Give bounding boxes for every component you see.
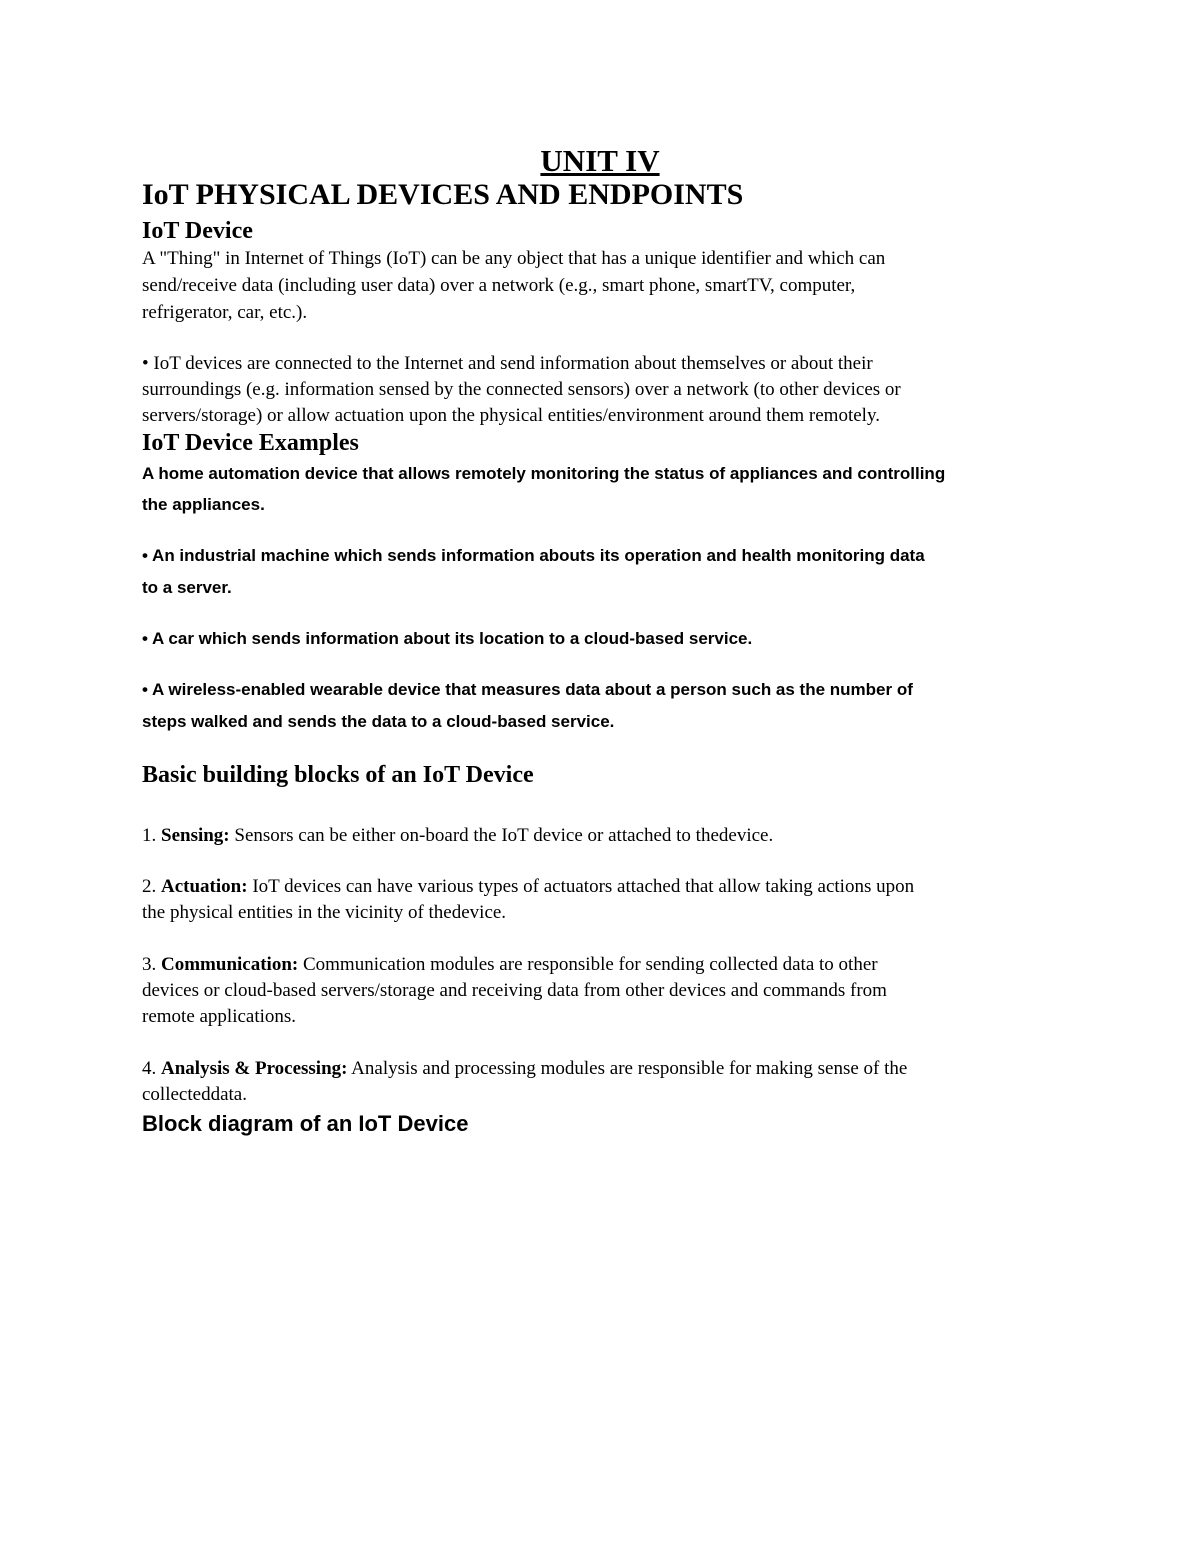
item-label: Communication: xyxy=(161,954,299,975)
main-title: IoT PHYSICAL DEVICES AND ENDPOINTS xyxy=(142,178,744,211)
example-line: A home automation device that allows remotely monitoring the status of appliances and controlling xyxy=(142,464,946,483)
example-line: to a server. xyxy=(142,578,232,597)
paragraph-line: servers/storage) or allow actuation upon the physical entities/environment around them remotely. xyxy=(142,405,880,426)
item-label: Actuation: xyxy=(161,876,248,897)
example-line: • A car which sends information about its location to a cloud-based service. xyxy=(142,629,753,648)
example-line: • A wireless-enabled wearable device that measures data about a person such as the number of xyxy=(142,680,913,699)
item-text: Communication modules are responsible for sending collected data to other xyxy=(298,954,878,975)
paragraph-line: surroundings (e.g. information sensed by the connected sensors) over a network (to other devices or xyxy=(142,379,901,400)
example-line: the appliances. xyxy=(142,495,265,514)
unit-title: UNIT IV xyxy=(540,143,660,178)
example-line: • An industrial machine which sends information abouts its operation and health monitoring data xyxy=(142,546,925,565)
building-block-item-3 xyxy=(142,952,878,978)
paragraph-line: A "Thing" in Internet of Things (IoT) can be any object that has a unique identifier and which can xyxy=(142,248,886,269)
building-block-item-4 xyxy=(142,1056,907,1082)
paragraph-line: remote applications. xyxy=(142,1006,297,1027)
section-heading-building-blocks: Basic building blocks of an IoT Device xyxy=(142,762,534,788)
building-block-item-2 xyxy=(142,874,914,900)
section-heading-examples: IoT Device Examples xyxy=(142,430,359,456)
paragraph-line: the physical entities in the vicinity of thedevice. xyxy=(142,902,507,923)
paragraph-line: collecteddata. xyxy=(142,1084,247,1105)
section-heading-iot-device: IoT Device xyxy=(142,218,253,244)
item-number: 4. xyxy=(142,1058,161,1079)
item-number: 3. xyxy=(142,954,161,975)
item-label: Analysis & Processing: xyxy=(161,1058,348,1079)
building-block-item-1 xyxy=(142,823,773,849)
item-text: Sensors can be either on-board the IoT device or attached to thedevice. xyxy=(229,825,774,846)
item-number: 1. xyxy=(142,825,161,846)
item-label: Sensing: xyxy=(161,825,230,846)
item-number: 2. xyxy=(142,876,161,897)
item-text: IoT devices can have various types of actuators attached that allow taking actions upon xyxy=(247,876,915,897)
paragraph-line: send/receive data (including user data) over a network (e.g., smart phone, smartTV, computer, xyxy=(142,275,856,296)
item-text: Analysis and processing modules are responsible for making sense of the xyxy=(347,1058,908,1079)
section-heading-block-diagram: Block diagram of an IoT Device xyxy=(142,1111,469,1136)
paragraph-line: refrigerator, car, etc.). xyxy=(142,302,308,323)
paragraph-line: • IoT devices are connected to the Internet and send information about themselves or about their xyxy=(142,353,873,374)
example-line: steps walked and sends the data to a cloud-based service. xyxy=(142,712,615,731)
paragraph-line: devices or cloud-based servers/storage and receiving data from other devices and commands from xyxy=(142,980,887,1001)
